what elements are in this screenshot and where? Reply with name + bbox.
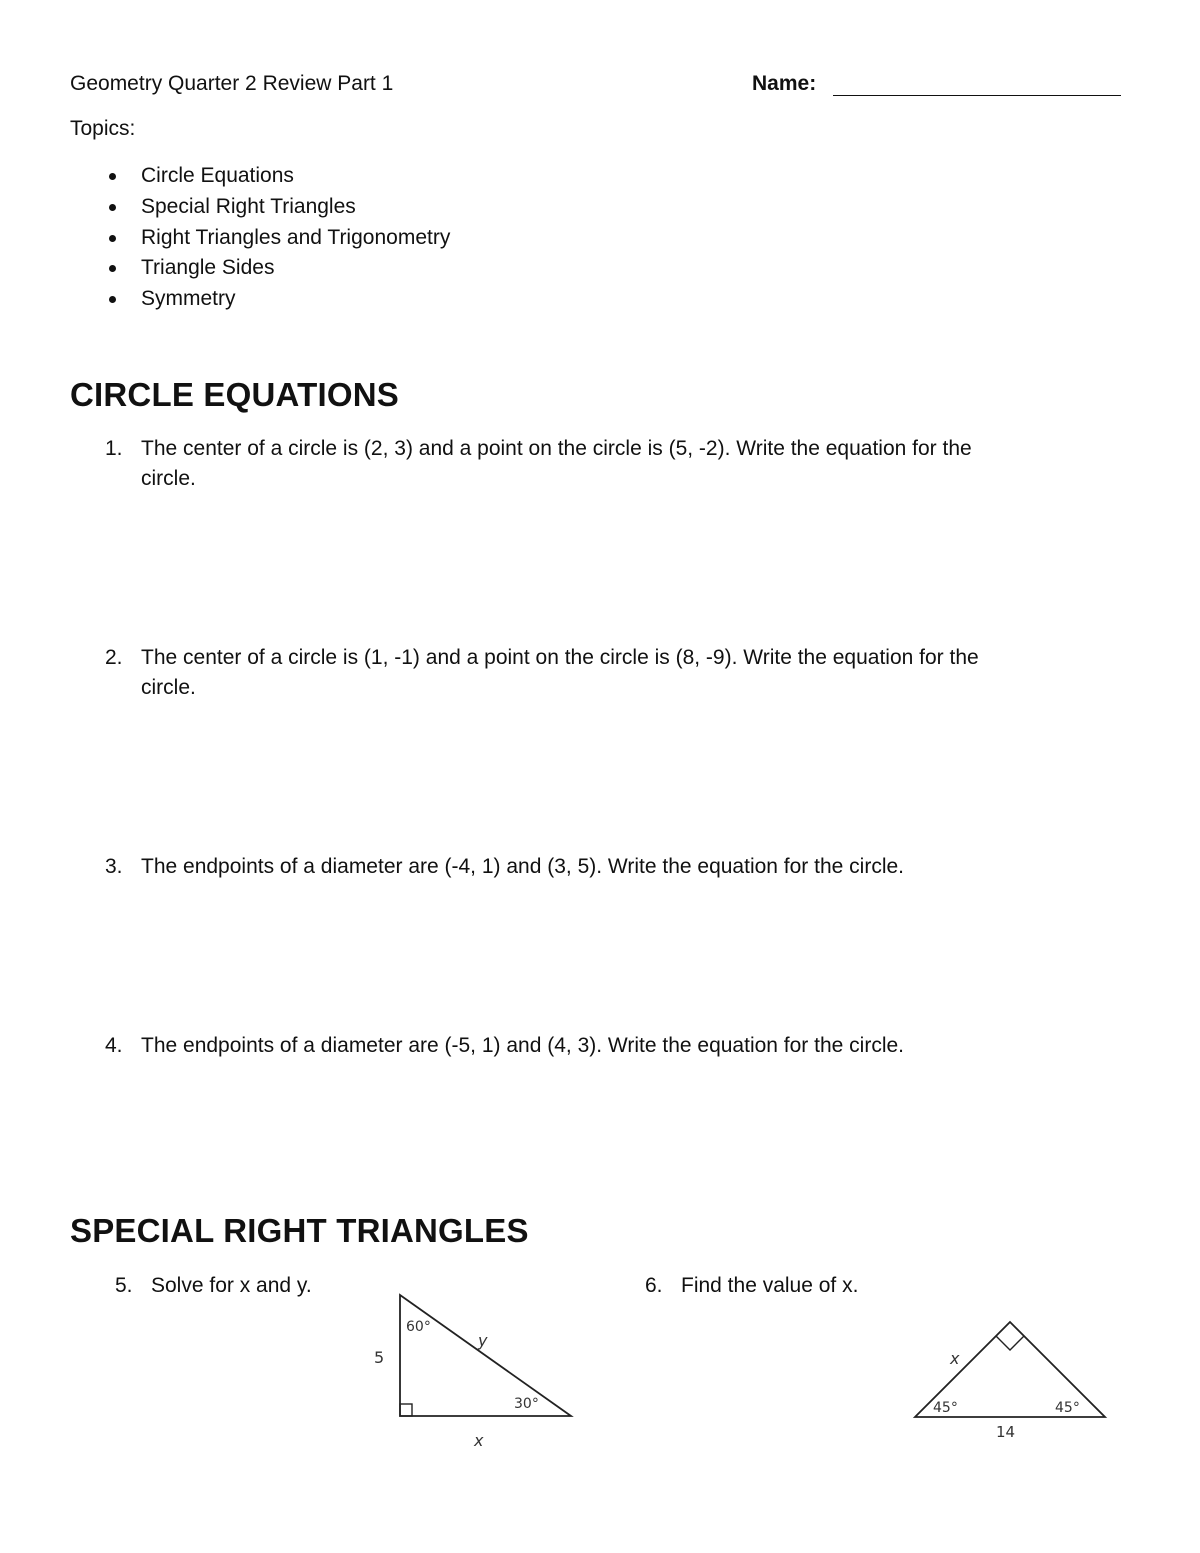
right-angle-marker (996, 1336, 1024, 1350)
question-1 (105, 434, 1105, 496)
topic-text: Special Right Triangles (141, 194, 356, 218)
question-text-line1: The center of a circle is (1, -1) and a point on the circle is (8, -9). Write the equation for the (141, 646, 979, 669)
topic-text: Symmetry (141, 287, 236, 311)
right-angle-marker (400, 1404, 412, 1416)
triangle-30-60-90-figure (360, 1285, 590, 1460)
question-number: 4. (105, 1034, 123, 1057)
topic-text: Right Triangles and Trigonometry (141, 225, 451, 249)
document-title: Geometry Quarter 2 Review Part 1 (70, 72, 394, 95)
angle-label-bottom: 30° (514, 1396, 539, 1412)
list-item (70, 162, 450, 193)
bullet-icon (109, 204, 116, 211)
topic-list (70, 162, 450, 316)
question-4 (105, 1031, 1105, 1063)
question-number: 1. (105, 437, 123, 460)
side-label-hypotenuse: y (478, 1331, 488, 1350)
question-text-line2: circle. (141, 467, 196, 490)
name-blank-line[interactable] (833, 95, 1121, 96)
question-text-line2: circle. (141, 676, 196, 699)
bullet-icon (109, 173, 116, 180)
list-item (70, 193, 450, 224)
side-label-left: x (950, 1349, 960, 1368)
triangle-45-45-90-figure (905, 1315, 1115, 1445)
question-number: 3. (105, 855, 123, 878)
question-number: 5. (115, 1274, 133, 1297)
name-label: Name: (752, 72, 817, 95)
side-label-bottom: 14 (996, 1423, 1016, 1441)
question-3 (105, 852, 1105, 884)
section-heading-special-right-triangles: SPECIAL RIGHT TRIANGLES (70, 1212, 529, 1249)
list-item (70, 285, 450, 316)
angle-label-top: 60° (406, 1319, 431, 1335)
topic-text: Circle Equations (141, 164, 294, 187)
question-text: The endpoints of a diameter are (-4, 1) and (3, 5). Write the equation for the circle. (141, 855, 905, 878)
side-label-bottom: x (474, 1431, 484, 1450)
side-label-left: 5 (374, 1348, 385, 1367)
section-heading-circle-equations: CIRCLE EQUATIONS (70, 376, 399, 413)
bullet-icon (109, 296, 116, 303)
list-item (70, 224, 450, 255)
list-item (70, 254, 450, 285)
question-number: 2. (105, 646, 123, 669)
question-number: 6. (645, 1274, 663, 1297)
angle-label-left: 45° (933, 1400, 958, 1416)
topic-text: Triangle Sides (141, 256, 275, 280)
bullet-icon (109, 235, 116, 242)
question-text-line1: The center of a circle is (2, 3) and a point on the circle is (5, -2). Write the equation for the (141, 437, 972, 460)
triangle-outline (400, 1295, 571, 1416)
bullet-icon (109, 265, 116, 272)
question-text: Find the value of x. (681, 1274, 859, 1297)
angle-label-right: 45° (1055, 1400, 1080, 1416)
question-text: The endpoints of a diameter are (-5, 1) and (4, 3). Write the equation for the circle. (141, 1034, 905, 1057)
topics-label: Topics: (70, 117, 136, 140)
question-2 (105, 643, 1105, 705)
question-6 (645, 1271, 945, 1303)
question-text: Solve for x and y. (151, 1274, 312, 1297)
